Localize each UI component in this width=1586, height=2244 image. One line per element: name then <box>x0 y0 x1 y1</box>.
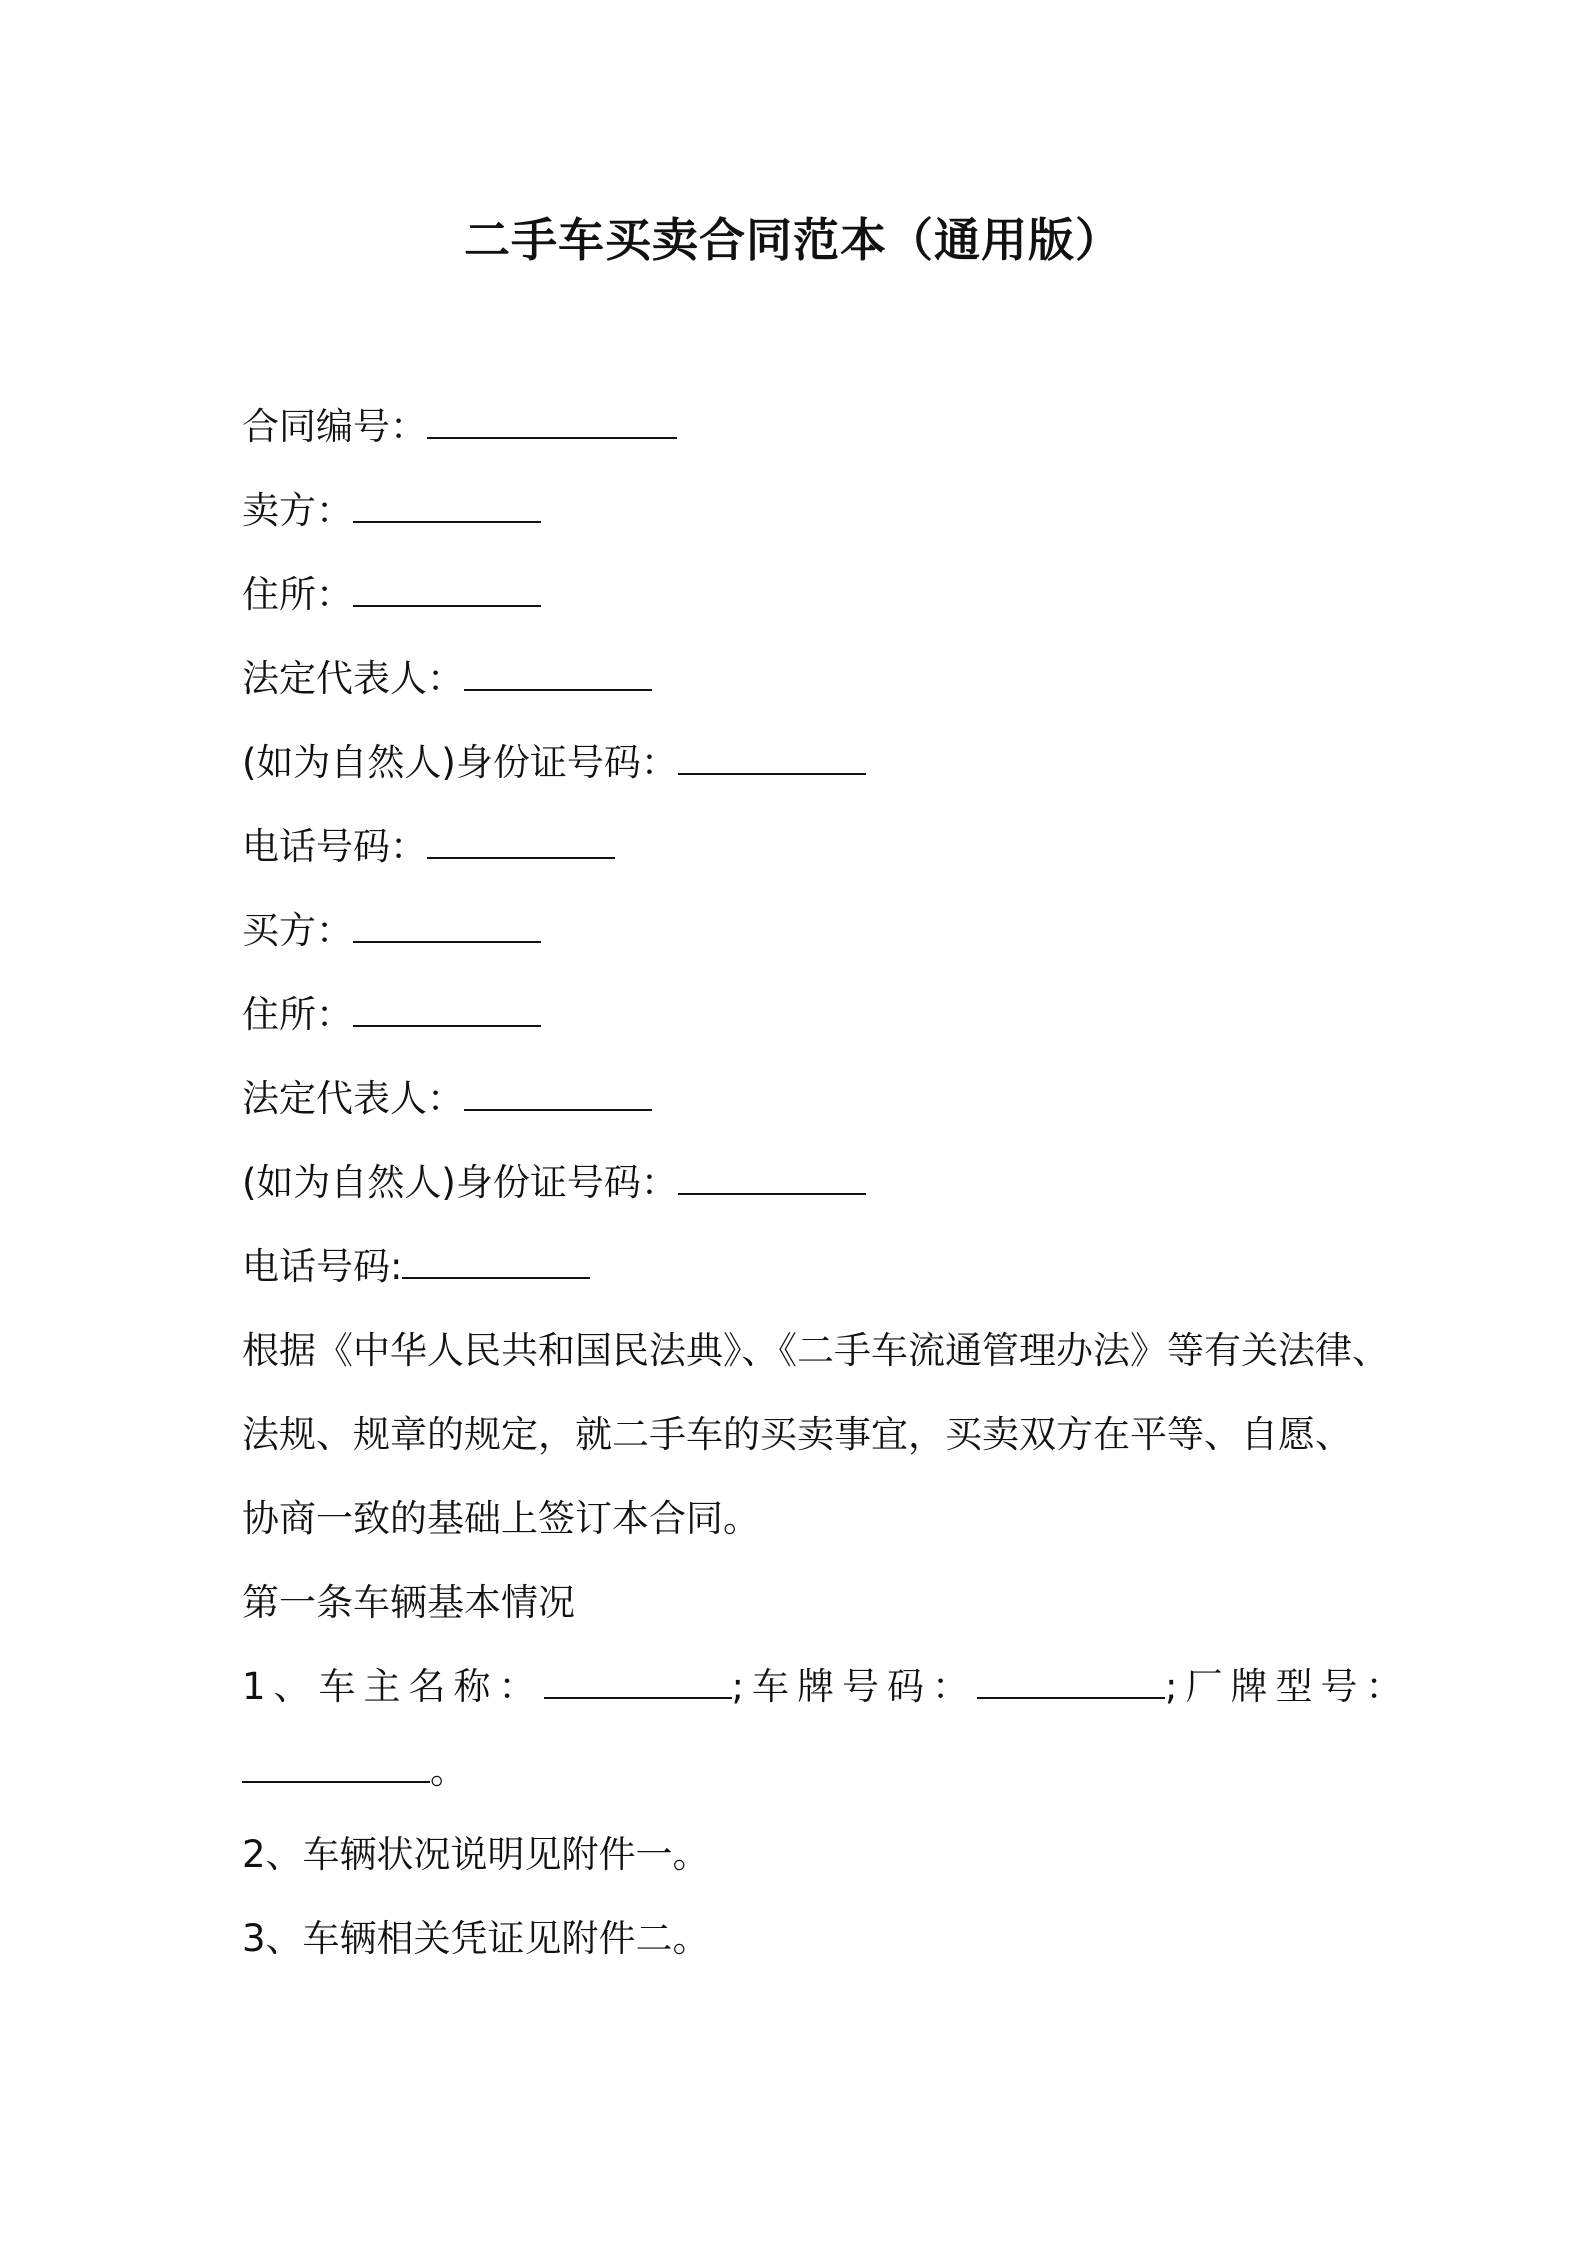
model-label: ;厂牌型号： <box>1165 1665 1411 1708</box>
buyer-address-line <box>242 993 1362 1037</box>
plate-number-blank <box>977 1667 1165 1699</box>
seller-id-line <box>242 741 1362 785</box>
seller-line <box>242 489 1362 533</box>
article1-heading: 第一条车辆基本情况 <box>242 1581 575 1624</box>
plate-number-label: ;车牌号码： <box>731 1665 978 1708</box>
seller-address-blank <box>353 575 541 607</box>
preamble-line-3: 协商一致的基础上签订本合同。 <box>242 1497 760 1540</box>
seller-rep-blank <box>464 659 652 691</box>
seller-id-label: (如为自然人)身份证号码： <box>242 741 678 784</box>
seller-address-label: 住所： <box>242 573 353 616</box>
buyer-address-blank <box>353 995 541 1027</box>
seller-rep-label: 法定代表人： <box>242 657 464 700</box>
article1-item2: 2、车辆状况说明见附件一。 <box>242 1833 710 1876</box>
buyer-blank <box>353 911 541 943</box>
seller-phone-label: 电话号码： <box>242 825 427 868</box>
seller-phone-blank <box>427 827 615 859</box>
preamble-line-1: 根据《中华人民共和国民法典》、《二手车流通管理办法》等有关法律、 <box>242 1329 1389 1372</box>
buyer-line <box>242 909 1362 953</box>
buyer-rep-line <box>242 1077 1362 1121</box>
article1-item1-continued <box>242 1749 1362 1793</box>
article1-item1 <box>242 1665 1411 1709</box>
model-blank <box>242 1751 430 1783</box>
seller-rep-line <box>242 657 1362 701</box>
owner-name-blank <box>544 1667 732 1699</box>
buyer-rep-label: 法定代表人： <box>242 1077 464 1120</box>
buyer-address-label: 住所： <box>242 993 353 1036</box>
buyer-phone-label: 电话号码: <box>242 1245 403 1288</box>
document-body <box>242 405 1411 1961</box>
seller-id-blank <box>678 743 866 775</box>
buyer-id-line <box>242 1161 1362 1205</box>
owner-name-label: 1、车主名称： <box>242 1665 544 1708</box>
contract-number-blank <box>427 407 677 439</box>
buyer-rep-blank <box>464 1079 652 1111</box>
seller-address-line <box>242 573 1362 617</box>
contract-number-label: 合同编号： <box>242 405 427 448</box>
buyer-id-label: (如为自然人)身份证号码： <box>242 1161 678 1204</box>
article1-item3: 3、车辆相关凭证见附件二。 <box>242 1917 710 1960</box>
document-title: 二手车买卖合同范本（通用版） <box>464 213 1122 267</box>
buyer-id-blank <box>678 1163 866 1195</box>
buyer-phone-line <box>242 1245 1362 1289</box>
buyer-phone-blank <box>402 1247 590 1279</box>
seller-label: 卖方： <box>242 489 353 532</box>
preamble-line-2: 法规、规章的规定，就二手车的买卖事宜，买卖双方在平等、自愿、 <box>242 1413 1352 1456</box>
buyer-label: 买方： <box>242 909 353 952</box>
seller-blank <box>353 491 541 523</box>
seller-phone-line <box>242 825 1362 869</box>
item1-end: 。 <box>430 1749 467 1792</box>
contract-number-line <box>242 405 1362 449</box>
